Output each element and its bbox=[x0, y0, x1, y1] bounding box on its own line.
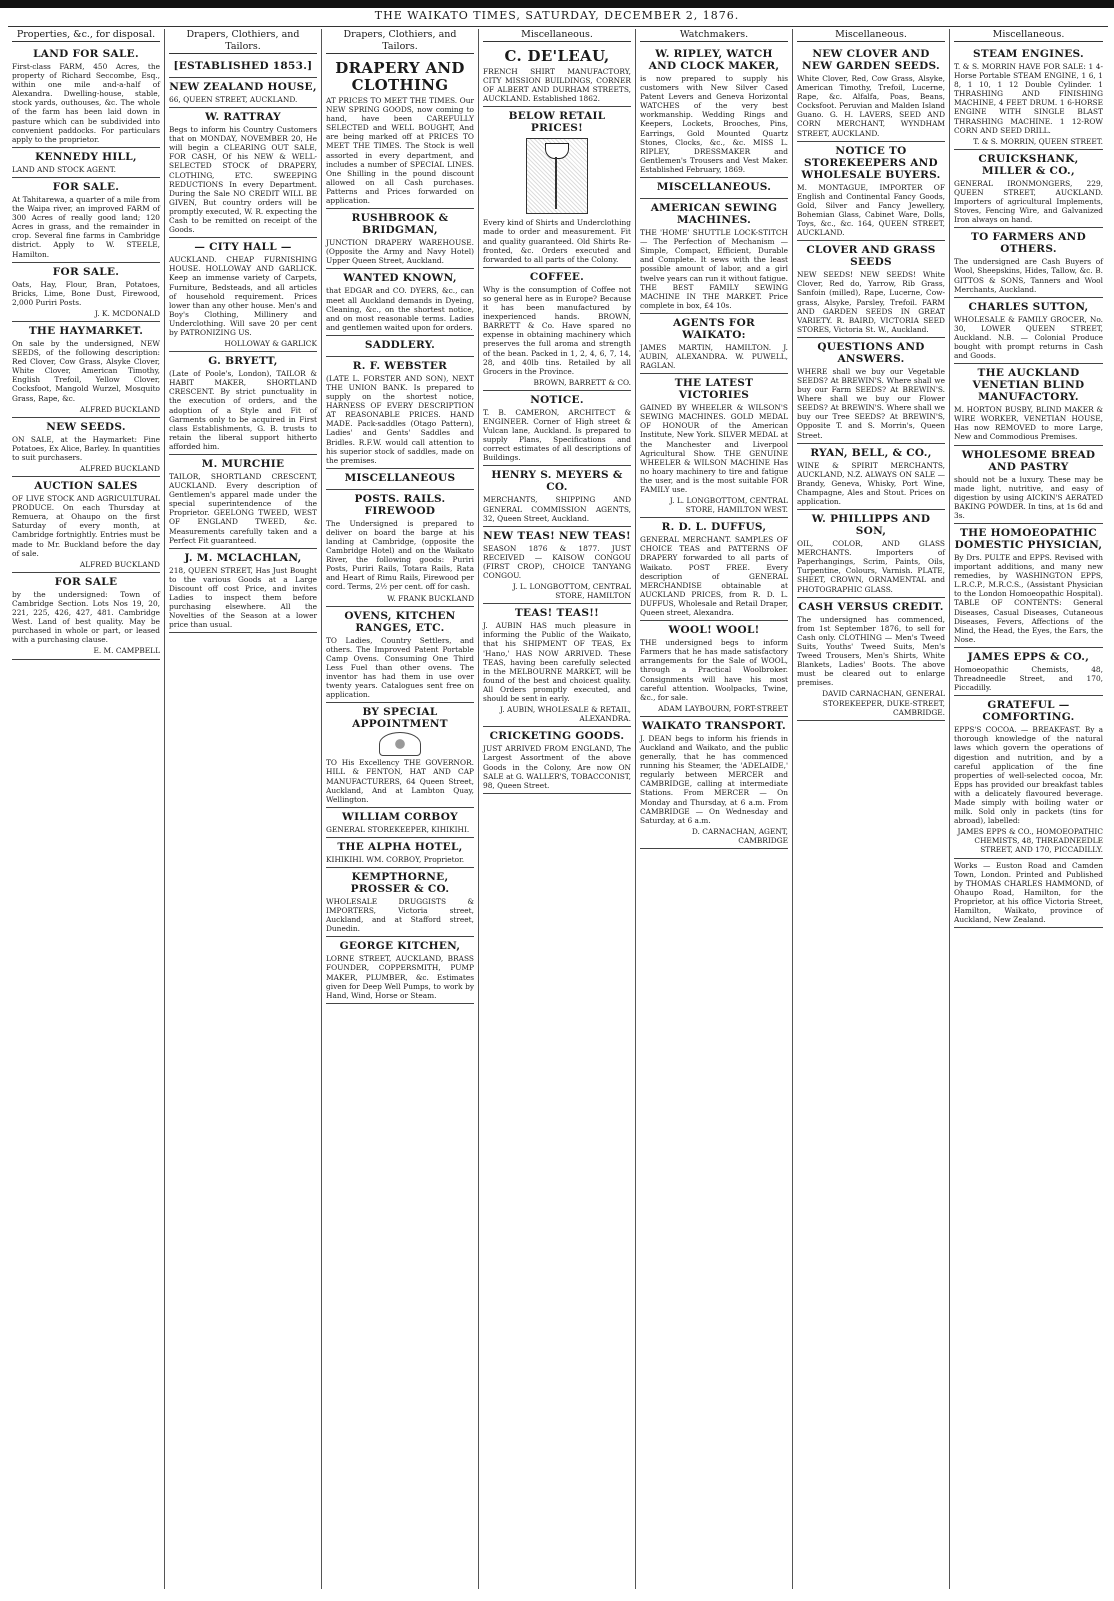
advertisement bbox=[12, 573, 160, 660]
ad-body: TO His Excellency THE GOVERNOR. HILL & FENTON, HAT AND CAP MANUFACTURERS, 64 Queen Street, Auckland, And at Lambton Quay, Wellington. bbox=[326, 758, 474, 804]
advertisement bbox=[326, 868, 474, 937]
advertisement bbox=[169, 352, 317, 455]
ad-body: LAND AND STOCK AGENT. bbox=[12, 164, 116, 174]
ad-body: LORNE STREET, AUCKLAND, BRASS FOUNDER, COPPERSMITH, PUMP MAKER, PLUMBER, &c. Estimates given for Deep Well Pumps, to work by Hand, Wind, Horse or Steam. bbox=[326, 954, 474, 1000]
ad-title: COFFEE. bbox=[529, 270, 585, 283]
ad-signature: E. M. CAMPBELL bbox=[93, 646, 160, 656]
ad-body: (Late of Poole's, London), TAILOR & HABIT MAKER, SHORTLAND CRESCENT. By strict punctuality in the execution of orders, and the adoption of a Style and Fit of Garments only to be acquired in First class Establishments, G. B. trusts to retain the liberal support hitherto afforded him. bbox=[169, 369, 317, 451]
advertisement bbox=[954, 364, 1103, 445]
ad-title: KENNEDY HILL, bbox=[35, 150, 137, 163]
ad-body: 218, QUEEN STREET, Has Just Bought to the various Goods at a Large Discount off cost Price, and invites Ladies to inspect them before purchasing elsewhere. All the Novelties of the Season at a lower price than usual. bbox=[169, 565, 317, 630]
advertisement bbox=[954, 228, 1103, 297]
ad-body: SEASON 1876 & 1877. JUST RECEIVED — KAISOW CONGOU (FIRST CROP), CHOICE TANYANG CONGOU. bbox=[483, 543, 631, 580]
ad-signature: DAVID CARNACHAN, GENERAL STOREKEEPER, DUKE-STREET, CAMBRIDGE. bbox=[822, 689, 945, 717]
ad-body: EPPS'S COCOA. — BREAKFAST. By a thorough knowledge of the natural laws which govern the operations of digestion and nutrition, and by a careful application of the fine properties of well-selected cocoa, Mr. Epps has provided our breakfast tables with a delicately flavoured beverage. Made simply with boiling water or milk. Sold only in packets (tins for abroad), labelled: bbox=[954, 725, 1103, 826]
ad-signature: JAMES EPPS & CO., HOMOEOPATHIC CHEMISTS, 48, THREADNEEDLE STREET, AND 170, PICCADILLY. bbox=[957, 827, 1103, 855]
ad-title: J. M. MCLACHLAN, bbox=[184, 551, 302, 564]
ad-body: Works — Euston Road and Camden Town, London. Printed and Published by THOMAS CHARLES HAMMOND, of Ohaupo Road, Hamilton, for the Proprietor, at his office Victoria Street, Hamilton, Waikato, province of Auckland, New Zealand. bbox=[954, 860, 1103, 925]
ad-body: JAMES MARTIN, HAMILTON. J. AUBIN, ALEXANDRA. W. PUWELL, RAGLAN. bbox=[640, 342, 788, 371]
advertisement bbox=[483, 268, 631, 391]
ad-body: THE undersigned begs to inform Farmers that he has made satisfactory arrangements for the Sale of WOOL, through a Practical Woolbroker. Consignments will have his most careful attention. Woolpacks, Twine, &c., for sale. bbox=[640, 638, 788, 702]
column-heading: Properties, &c., for disposal. bbox=[12, 29, 160, 42]
ad-body: WINE & SPIRIT MERCHANTS, AUCKLAND, N.Z. ALWAYS ON SALE — Brandy, Geneva, Whisky, Port Wine, Champagne, Ales and Stout. Prices on application. bbox=[797, 460, 945, 506]
ad-body: Why is the consumption of Coffee not so general here as in Europe? Because it has been manufactured by inexperienced hands. BROWN, BARRETT & Co. Have spared no expense in obtaining machinery which preserves the full aroma and strength of the bean. Packed in 1, 2, 4, 6, 7, 14, 28, and 40lb tins. Retailed by all Grocers in the Province. bbox=[483, 284, 631, 376]
ad-title: NOTICE TO STOREKEEPERS AND WHOLESALE BUYERS. bbox=[801, 144, 941, 181]
ad-body: By Drs. PULTE and EPPS. Revised with important additions, and many new remedies, by WASHINGTON EPPS, L.R.C.P., M.R.C.S., (Assistant Physician to the London Homoeopathic Hospital). TABLE OF CONTENTS: General Diseases, Casual Diseases, Cutaneous Diseases, Fevers, Affections of the Mind, the Head, the Eyes, the Ears, the Nose. bbox=[954, 553, 1103, 644]
ad-title: NOTICE. bbox=[530, 393, 584, 406]
ad-title: BY SPECIAL APPOINTMENT bbox=[352, 706, 448, 731]
ad-title: LAND FOR SALE. bbox=[33, 48, 139, 60]
ad-title: FOR SALE bbox=[54, 575, 118, 588]
ad-signature: J. K. MCDONALD bbox=[94, 308, 160, 318]
advertisement bbox=[326, 607, 474, 704]
ad-body: GENERAL MERCHANT. SAMPLES OF CHOICE TEAS and PATTERNS OF DRAPERY forwarded to all parts of Waikato. POST FREE. Every description of GENERAL MERCHANDISE obtainable at AUCKLAND PRICES, from R. D. L. DUFFUS, Wholesale and Retail Draper, Queen street, Alexandra. bbox=[640, 535, 788, 618]
ad-signature: ALFRED BUCKLAND bbox=[79, 559, 160, 569]
ad-title: KEMPTHORNE, PROSSER & CO. bbox=[350, 870, 450, 895]
advertisement bbox=[326, 57, 474, 209]
ad-title: WOOL! WOOL! bbox=[668, 624, 760, 637]
advertisement bbox=[797, 338, 945, 444]
advertisement bbox=[483, 391, 631, 467]
column-heading: Drapers, Clothiers, and Tailors. bbox=[169, 29, 317, 54]
column-heading: Miscellaneous. bbox=[954, 29, 1103, 42]
ad-title: CRUICKSHANK, MILLER & CO., bbox=[978, 152, 1079, 177]
column-4 bbox=[479, 29, 636, 1589]
ad-body: 66, QUEEN STREET, AUCKLAND. bbox=[169, 95, 298, 104]
ad-signature: HOLLOWAY & GARLICK bbox=[224, 339, 317, 349]
ad-title: RUSHBROOK & BRIDGMAN, bbox=[351, 212, 449, 237]
column-2 bbox=[165, 29, 322, 1589]
advertisement bbox=[797, 510, 945, 598]
ad-body: should not be a luxury. These may be made light, nutritive, and easy of digestion by using AICKIN'S AERATED BAKING POWDER. In tins, at 1s 6d and 3s. bbox=[954, 474, 1104, 520]
ad-signature: J. AUBIN, WHOLESALE & RETAIL, ALEXANDRA. bbox=[499, 705, 631, 724]
advertisement bbox=[640, 518, 788, 621]
ad-signature: T. & S. MORRIN, QUEEN STREET. bbox=[973, 136, 1103, 146]
ad-body: M. HORTON BUSBY, BLIND MAKER & WIRE WORKER, VENETIAN HOUSE, Has now REMOVED to more Large, New and Commodious Premises. bbox=[954, 405, 1103, 442]
ad-title: CLOVER AND GRASS SEEDS bbox=[806, 244, 936, 269]
column-6 bbox=[793, 29, 950, 1589]
advertisement bbox=[640, 621, 788, 717]
ad-signature: D. CARNACHAN, AGENT, CAMBRIDGE bbox=[691, 826, 788, 845]
advertisement bbox=[954, 298, 1103, 364]
ad-title: THE HOMOEOPATHIC DOMESTIC PHYSICIAN, bbox=[954, 527, 1103, 551]
advertisement bbox=[326, 808, 474, 838]
ad-body: AUCKLAND. CHEAP FURNISHING HOUSE. HOLLOWAY AND GARLICK. Keep an immense variety of Carpets, Furniture, Bedsteads, and all articles of household requirement. Prices lower than any other house. Men's and Boy's Clothing, Millinery and Underclothing. Will save 20 per cent by PATRONIZING US. bbox=[169, 255, 317, 337]
ad-title: [ESTABLISHED 1853.] bbox=[173, 60, 313, 72]
ad-title: AUCTION SALES bbox=[34, 480, 138, 493]
ad-body: JUNCTION DRAPERY WAREHOUSE. (Opposite the Army and Navy Hotel) Upper Queen Street, Auckland. bbox=[326, 238, 474, 266]
ad-title: W. RATTRAY bbox=[205, 111, 281, 124]
advertisement bbox=[954, 150, 1103, 228]
shirt-engraving-icon bbox=[526, 138, 588, 214]
advertisement bbox=[326, 357, 474, 469]
advertisement bbox=[169, 549, 317, 634]
advertisement bbox=[640, 314, 788, 374]
ad-title: SADDLERY. bbox=[364, 338, 436, 351]
ad-body: WHOLESALE & FAMILY GROCER, No. 30, LOWER QUEEN STREET, Auckland. N.B. — Colonial Produce bought with prompt returns in Cash and Goods. bbox=[954, 314, 1103, 361]
ad-body: NEW SEEDS! NEW SEEDS! White Clover, Red do, Yarrow, Rib Grass, Sanfoin (milled), Rape, Lucerne, Cow-grass, Alsyke, Parsley, Trefoil. FARM AND GARDEN SEEDS IN GREAT VARIETY. R. BAIRD, VICTORIA SEED STORES, Victoria St. W., Auckland. bbox=[797, 270, 945, 334]
ad-title: HENRY S. MEYERS & CO. bbox=[491, 469, 623, 494]
ad-title: WHOLESOME BREAD AND PASTRY bbox=[961, 448, 1096, 473]
ad-body: GENERAL STOREKEEPER, KIHIKIHI. bbox=[326, 824, 470, 834]
ad-signature: ALFRED BUCKLAND bbox=[79, 404, 160, 414]
column-heading: Miscellaneous. bbox=[483, 29, 631, 42]
advertisement bbox=[12, 45, 160, 148]
advertisement bbox=[12, 418, 160, 477]
advertisement bbox=[954, 696, 1103, 858]
ad-title: OVENS, KITCHEN RANGES, ETC. bbox=[344, 609, 456, 634]
advertisement bbox=[326, 937, 474, 1003]
ad-body: KIHIKIHI. WM. CORBOY, Proprietor. bbox=[326, 854, 465, 864]
masthead: THE WAIKATO TIMES, SATURDAY, DECEMBER 2, 1876. bbox=[374, 9, 740, 22]
ad-body: M. MONTAGUE, IMPORTER OF English and Continental Fancy Goods, Gold, Silver and Fancy Jewellery, Bohemian Glass, Cabinet Ware, Dolls, Toys, &c., &c. 164, QUEEN STREET, AUCKLAND. bbox=[797, 182, 945, 238]
ad-signature: W. FRANK BUCKLAND bbox=[387, 593, 474, 603]
ad-body: (LATE L. FORSTER AND SON), NEXT THE UNION BANK. Is prepared to supply on the shortest notice, HARNESS OF EVERY DESCRIPTION AT REASONABLE PRICES. HAND MADE. Pack-saddles (Otago Pattern), Ladies' and Gents' Saddles and Bridles. R.F.W. would call attention to his superior stock of saddles, made on the premises. bbox=[326, 373, 474, 465]
ad-title: CRICKETING GOODS. bbox=[489, 730, 625, 743]
advertisement bbox=[326, 209, 474, 269]
ad-body: T. B. CAMERON, ARCHITECT & ENGINEER. Corner of High street & Vulcan lane, Auckland. Is prepared to supply Plans, Specifications and correct estimates of all descriptions of Buildings. bbox=[483, 407, 631, 463]
ad-title: — CITY HALL — bbox=[194, 241, 292, 254]
ad-body: Every kind of Shirts and Underclothing made to order and measurement. Fit and quality guaranteed. Old Shirts Re-fronted, &c. Orders executed and forwarded to all parts of the Colony. bbox=[483, 218, 631, 264]
ad-title: JAMES EPPS & CO., bbox=[967, 650, 1090, 663]
ad-title: QUESTIONS AND ANSWERS. bbox=[817, 340, 925, 365]
ad-title: MISCELLANEOUS. bbox=[656, 181, 772, 194]
ad-title: NEW TEAS! NEW TEAS! bbox=[483, 529, 631, 542]
ad-body: At Tahitarewa, a quarter of a mile from the Waipa river, an improved FARM of 300 Acres of really good land; 120 Acres in grass, and the remainder in crop. Several fine farms in Cambridge district. Apply to W. STEELE, Hamilton. bbox=[12, 194, 160, 259]
advertisement bbox=[483, 466, 631, 526]
ad-title: THE LATEST VICTORIES bbox=[674, 377, 754, 402]
column-3 bbox=[322, 29, 479, 1589]
ad-title: W. PHILLIPPS AND SON, bbox=[811, 513, 931, 538]
ad-title: TO FARMERS AND OTHERS. bbox=[971, 231, 1086, 256]
masthead-rule bbox=[8, 26, 1108, 27]
ad-body: The undersigned are Cash Buyers of Wool, Sheepskins, Hides, Tallow, &c. B. GITTOS & SONS, Tanners and Wool Merchants, Auckland. bbox=[954, 257, 1103, 294]
ad-signature: ADAM LAYBOURN, FORT-STREET bbox=[658, 703, 788, 713]
ad-body: MERCHANTS, SHIPPING AND GENERAL COMMISSION AGENTS, 32, Queen Street, Auckland. bbox=[483, 495, 631, 523]
ad-body: GAINED BY WHEELER & WILSON'S SEWING MACHINES. GOLD MEDAL OF HONOUR of the American Institute, New York. SILVER MEDAL at the Manchester and Liverpool Agricultural Show. THE GENUINE WHEELER & WILSON MACHINE Has no hoary machinery to tire and fatigue the user, and is the most suitable FOR FAMILY use. bbox=[640, 403, 788, 494]
ad-body: J. DEAN begs to inform his friends in Auckland and Waikato, and the public generally, that he has commenced running his Steamer, the 'ADELAIDE,' regularly between MERCER and CAMBRIDGE, calling at intermediate Stations. From MERCER — On Monday and Thursday, at 6 a.m. From CAMBRIDGE — On Wednesday and Saturday, at 6 a.m. bbox=[640, 733, 788, 825]
column-5 bbox=[636, 29, 793, 1589]
ad-body: Oats, Hay, Flour, Bran, Potatoes, Bricks, Lime, Bone Dust, Firewood, 2,000 Puriri Posts. bbox=[12, 279, 160, 307]
ad-body: Begs to inform his Country Customers that on MONDAY, NOVEMBER 20, He will begin a CLEARING OUT SALE, FOR CASH, Of his NEW & WELL-SELECTED STOCK of DRAPERY, CLOTHING, ETC. SWEEPING REDUCTIONS In every Department. During the Sale NO CREDIT WILL BE GIVEN, But country orders will be promptly executed, W. R. expecting the Cash to be remitted on receipt of the Goods. bbox=[169, 125, 317, 235]
advertisement bbox=[640, 178, 788, 199]
advertisement bbox=[326, 838, 474, 868]
advertisement bbox=[640, 374, 788, 518]
ad-body: WHERE shall we buy our Vegetable SEEDS? At BREWIN'S. Where shall we buy our Farm SEEDS? At BREWIN'S. Where shall we buy our Flower SEEDS? At BREWIN'S. Where shall we buy our Tree SEEDS? At BREWIN'S, Opposite T. and S. Morrin's, Queen Street. bbox=[797, 366, 945, 440]
ad-body: WHOLESALE DRUGGISTS & IMPORTERS, Victoria street, Auckland, and at Stafford street, Dunedin. bbox=[326, 896, 474, 934]
ad-body: J. AUBIN HAS much pleasure in informing the Public of the Waikato, that his SHIPMENT OF TEAS, Ex 'Hano,' HAS NOW ARRIVED. These TEAS, having been carefully selected in the MELBOURNE MARKET, will be found of the best and choicest quality. All Orders promptly executed, and should be sent in early. bbox=[483, 621, 631, 704]
ad-body: that EDGAR and CO. DYERS, &c., can meet all Auckland demands in Dyeing, Cleaning, &c., on the shortest notice, and on most reasonable terms. Ladies and gentlemen waited upon for orders. bbox=[326, 286, 474, 332]
ad-title: NEW ZEALAND HOUSE, bbox=[169, 81, 317, 93]
advertisement bbox=[12, 148, 160, 178]
advertisement bbox=[326, 469, 474, 490]
advertisement bbox=[326, 336, 474, 357]
advertisement bbox=[169, 78, 317, 108]
ad-body: First-class FARM, 450 Acres, the property of Richard Seccombe, Esq., within one mile and-a-half of Alexandra. Dwelling-house, stable, stock yards, outhouses, &c. The whole of the farm has been laid down in pasture which can be subdivided into convenient paddocks. For particulars apply to the proprietor. bbox=[12, 62, 160, 144]
advertisement bbox=[483, 604, 631, 727]
advertisement bbox=[954, 45, 1103, 150]
ad-body: is now prepared to supply his customers with New Silver Cased Patent Levers and Geneva Horizontal WATCHES of the very best workmanship. Wedding Rings and Keepers, Lockets, Brooches, Pins, Earrings, Gold Mounted Quartz Stones, Clocks, &c., &c. MISS L. RIPLEY, DRESSMAKER and Gentlemen's Trousers and Vest Maker. Established February, 1869. bbox=[640, 74, 788, 174]
column-heading: Drapers, Clothiers, and Tailors. bbox=[326, 29, 474, 54]
ad-title: WAIKATO TRANSPORT. bbox=[641, 719, 787, 732]
ad-body: T. & S. MORRIN HAVE FOR SALE: 1 4-Horse Portable STEAM ENGINE, 1 6, 1 8, 1 10, 1 12 Double Cylinder. 1 THRASHING AND FINISHING MACHINE, 4 FEET DRUM. 1 6-HORSE ENGINE WITH SINGLE BLAST THRASHING MACHINE. 1 12-ROW CORN AND SEED DRILL. bbox=[954, 62, 1103, 135]
advertisement bbox=[483, 727, 631, 793]
advertisement bbox=[954, 524, 1103, 648]
ad-body: OIL, COLOR, AND GLASS MERCHANTS. Importers of Paperhangings, Scrim, Paints, Oils, Turpentine, Colours, Varnish. PLATE, SHEET, CROWN, ORNAMENTAL and PHOTOGRAPHIC GLASS. bbox=[797, 539, 945, 594]
ad-title: FOR SALE. bbox=[52, 265, 120, 278]
ad-title: M. MURCHIE bbox=[201, 458, 285, 470]
advertisement bbox=[169, 238, 317, 352]
ad-title: DRAPERY AND CLOTHING bbox=[335, 59, 465, 94]
ad-title: THE HAYMARKET. bbox=[28, 324, 144, 337]
ad-title: NEW CLOVER AND NEW GARDEN SEEDS. bbox=[802, 48, 940, 72]
ad-signature: BROWN, BARRETT & CO. bbox=[533, 377, 631, 387]
advertisement bbox=[169, 57, 317, 78]
ad-title: STEAM ENGINES. bbox=[973, 48, 1084, 60]
advertisement bbox=[12, 263, 160, 322]
ad-body: THE 'HOME' SHUTTLE LOCK-STITCH — The Perfection of Mechanism — Simple, Compact, Efficient, Durable and Complete. It sews with the least possible amount of labor, and a girl twelve years can run it without fatigue. THE BEST FAMILY SEWING MACHINE IN THE MARKET. Price complete in box, £4 10s. bbox=[640, 228, 788, 310]
advertisement bbox=[483, 107, 631, 267]
advertisement bbox=[326, 490, 474, 607]
advertisement bbox=[954, 859, 1103, 929]
ad-title: AMERICAN SEWING MACHINES. bbox=[650, 202, 778, 227]
column-7 bbox=[950, 29, 1107, 1589]
advertisement bbox=[797, 598, 945, 721]
advertisement bbox=[954, 648, 1103, 696]
advertisement bbox=[797, 45, 945, 142]
advertisement bbox=[797, 241, 945, 338]
advertisement bbox=[640, 45, 788, 178]
ad-title: RYAN, BELL, & CO., bbox=[810, 446, 932, 459]
ad-title: G. BRYETT, bbox=[208, 355, 278, 368]
ad-title: NEW SEEDS. bbox=[46, 420, 126, 433]
advertisement bbox=[12, 178, 160, 263]
ad-body: White Clover, Red, Cow Grass, Alsyke, American Timothy, Trefoil, Lucerne, Rape, &c. Alfalfa, Poas, Beans, Cocksfoot. Peruvian and Malden Island Guano. G. H. LAVERS, SEED AND CORN MERCHANT, WYNDHAM STREET, AUCKLAND. bbox=[797, 74, 945, 138]
ad-body: GENERAL IRONMONGERS, 229, QUEEN STREET, AUCKLAND. Importers of agricultural Implements, Stoves, Fencing Wire, and Galvanized Iron always on hand. bbox=[954, 178, 1103, 225]
column-heading: Watchmakers. bbox=[640, 29, 788, 42]
ad-title: WANTED KNOWN, bbox=[343, 272, 457, 285]
top-rule bbox=[0, 0, 1114, 8]
ad-title: MISCELLANEOUS bbox=[344, 471, 456, 484]
ad-body: by the undersigned: Town of Cambridge Section. Lots Nos 19, 20, 221, 225, 426, 427, 481. Cambridge West. Land of best quality. May be purchased in whole or part, or leased with a purchasing clause. bbox=[12, 589, 160, 645]
ad-title: R. F. WEBSTER bbox=[352, 359, 448, 372]
advertisement bbox=[954, 446, 1103, 524]
ad-body: TO Ladies, Country Settlers, and others. The Improved Patent Portable Camp Ovens. Consuming One Third Less Fuel than other ovens. The inventor has had them in use over twenty years. Catalogues sent free on application. bbox=[326, 635, 474, 700]
ad-body: TAILOR, SHORTLAND CRESCENT, AUCKLAND. Every description of Gentlemen's apparel made under the special superintendence of the Proprietor. GEELONG TWEED, WEST OF ENGLAND TWEED, &c. Measurements carefully taken and a Perfect Fit guaranteed. bbox=[169, 472, 317, 545]
ad-title: GEORGE KITCHEN, bbox=[339, 940, 461, 953]
ad-title: W. RIPLEY, WATCH AND CLOCK MAKER, bbox=[648, 48, 780, 72]
ad-title: FOR SALE. bbox=[52, 180, 120, 193]
royal-arms-icon bbox=[379, 732, 421, 756]
ad-title: WILLIAM CORBOY bbox=[342, 810, 458, 823]
ad-body: ON SALE, at the Haymarket: Fine Potatoes, Ex Alice, Barley. In quantities to suit purchasers. bbox=[12, 434, 160, 462]
ad-title: POSTS. RAILS. FIREWOOD bbox=[354, 492, 446, 517]
ad-body: The undersigned has commenced, from 1st September 1876, to sell for Cash only. CLOTHING — Men's Tweed Suits, Youths' Tweed Suits, Men's Tweed Trousers, Men's Shirts, White Blankets, Ladies' Boots. The above must be cleared out to enlarge premises. bbox=[797, 614, 945, 688]
ad-body: OF LIVE STOCK AND AGRICULTURAL PRODUCE. On each Thursday at Remuera, at Ohaupo on the first Saturday of every month, at Cambridge fortnightly. Entries must be made to Mr. Buckland before the day of sale. bbox=[12, 494, 160, 558]
ad-title: THE ALPHA HOTEL, bbox=[337, 840, 463, 853]
ad-signature: J. L. LONGBOTTOM, CENTRAL STORE, HAMILTON bbox=[512, 582, 631, 601]
ad-body: JUST ARRIVED FROM ENGLAND, The Largest Assortment of the above Goods in the Colony, Are now ON SALE at G. WALLER'S, TOBACCONIST, 98, Queen Street. bbox=[483, 744, 631, 790]
ad-body: FRENCH SHIRT MANUFACTORY, CITY MISSION BUILDINGS, CORNER OF ALBERT AND DURHAM STREETS, AUCKLAND. Established 1862. bbox=[483, 67, 631, 104]
advertisement bbox=[326, 703, 474, 807]
ad-body: On sale by the undersigned, NEW SEEDS, of the following description: Red Clover, Cow Grass, Alsyke Clover, White Clover, American Timothy, English Trefoil, Yellow Clover, Cocksfoot, Mangold Wurzel, Mosquito Grass, Rape, &c. bbox=[12, 338, 160, 403]
advertisement bbox=[640, 717, 788, 849]
ad-signature: ALFRED BUCKLAND bbox=[79, 464, 160, 473]
ad-title: CASH VERSUS CREDIT. bbox=[798, 600, 944, 613]
advertisement bbox=[640, 199, 788, 314]
ad-body: Homoeopathic Chemists, 48, Threadneedle Street, and 170, Piccadilly. bbox=[954, 664, 1103, 693]
ad-body: AT PRICES TO MEET THE TIMES. Our NEW SPRING GOODS, now coming to hand, have been CAREFULLY SELECTED and WELL BOUGHT, And are being marked off at PRICES TO MEET THE TIMES. The Stock is well assorted in every department, and includes a number of SPECIAL LINES. One Shilling in the pound discount allowed on all Cash purchases. Patterns and Prices forwarded on application. bbox=[326, 96, 474, 206]
ad-title: GRATEFUL — COMFORTING. bbox=[982, 699, 1075, 724]
advertisement bbox=[12, 322, 160, 418]
advertisement bbox=[326, 269, 474, 335]
ad-signature: J. L. LONGBOTTOM, CENTRAL STORE, HAMILTON WEST. bbox=[669, 496, 788, 515]
column-1 bbox=[8, 29, 165, 1589]
advertisement bbox=[797, 444, 945, 510]
advertisement bbox=[169, 108, 317, 238]
ad-title: BELOW RETAIL PRICES! bbox=[508, 110, 606, 135]
ad-title: THE AUCKLAND VENETIAN BLIND MANUFACTORY. bbox=[972, 367, 1085, 404]
advertisement bbox=[12, 477, 160, 573]
advertisement bbox=[169, 455, 317, 549]
newspaper-page bbox=[8, 29, 1108, 1589]
ad-title: TEAS! TEAS!! bbox=[514, 607, 600, 620]
ad-title: C. DE'LEAU, bbox=[504, 47, 610, 65]
advertisement bbox=[483, 527, 631, 605]
advertisement bbox=[483, 45, 631, 107]
ad-title: R. D. L. DUFFUS, bbox=[661, 521, 767, 534]
column-heading: Miscellaneous. bbox=[797, 29, 945, 42]
advertisement bbox=[797, 142, 945, 242]
ad-body: The Undersigned is prepared to deliver on board the barge at his landing at Cambridge, (opposite the Cambridge Hotel) and on the Waikato River, the following goods: Puriri Posts, Puriri Rails, Totara Rails, Rata and Heart of Rimu Rails, Firewood per cord. Terms, 2½ per cent. off for cash. bbox=[326, 518, 474, 592]
ad-title: CHARLES SUTTON, bbox=[968, 300, 1089, 313]
ad-title: AGENTS FOR WAIKATO: bbox=[672, 316, 756, 341]
